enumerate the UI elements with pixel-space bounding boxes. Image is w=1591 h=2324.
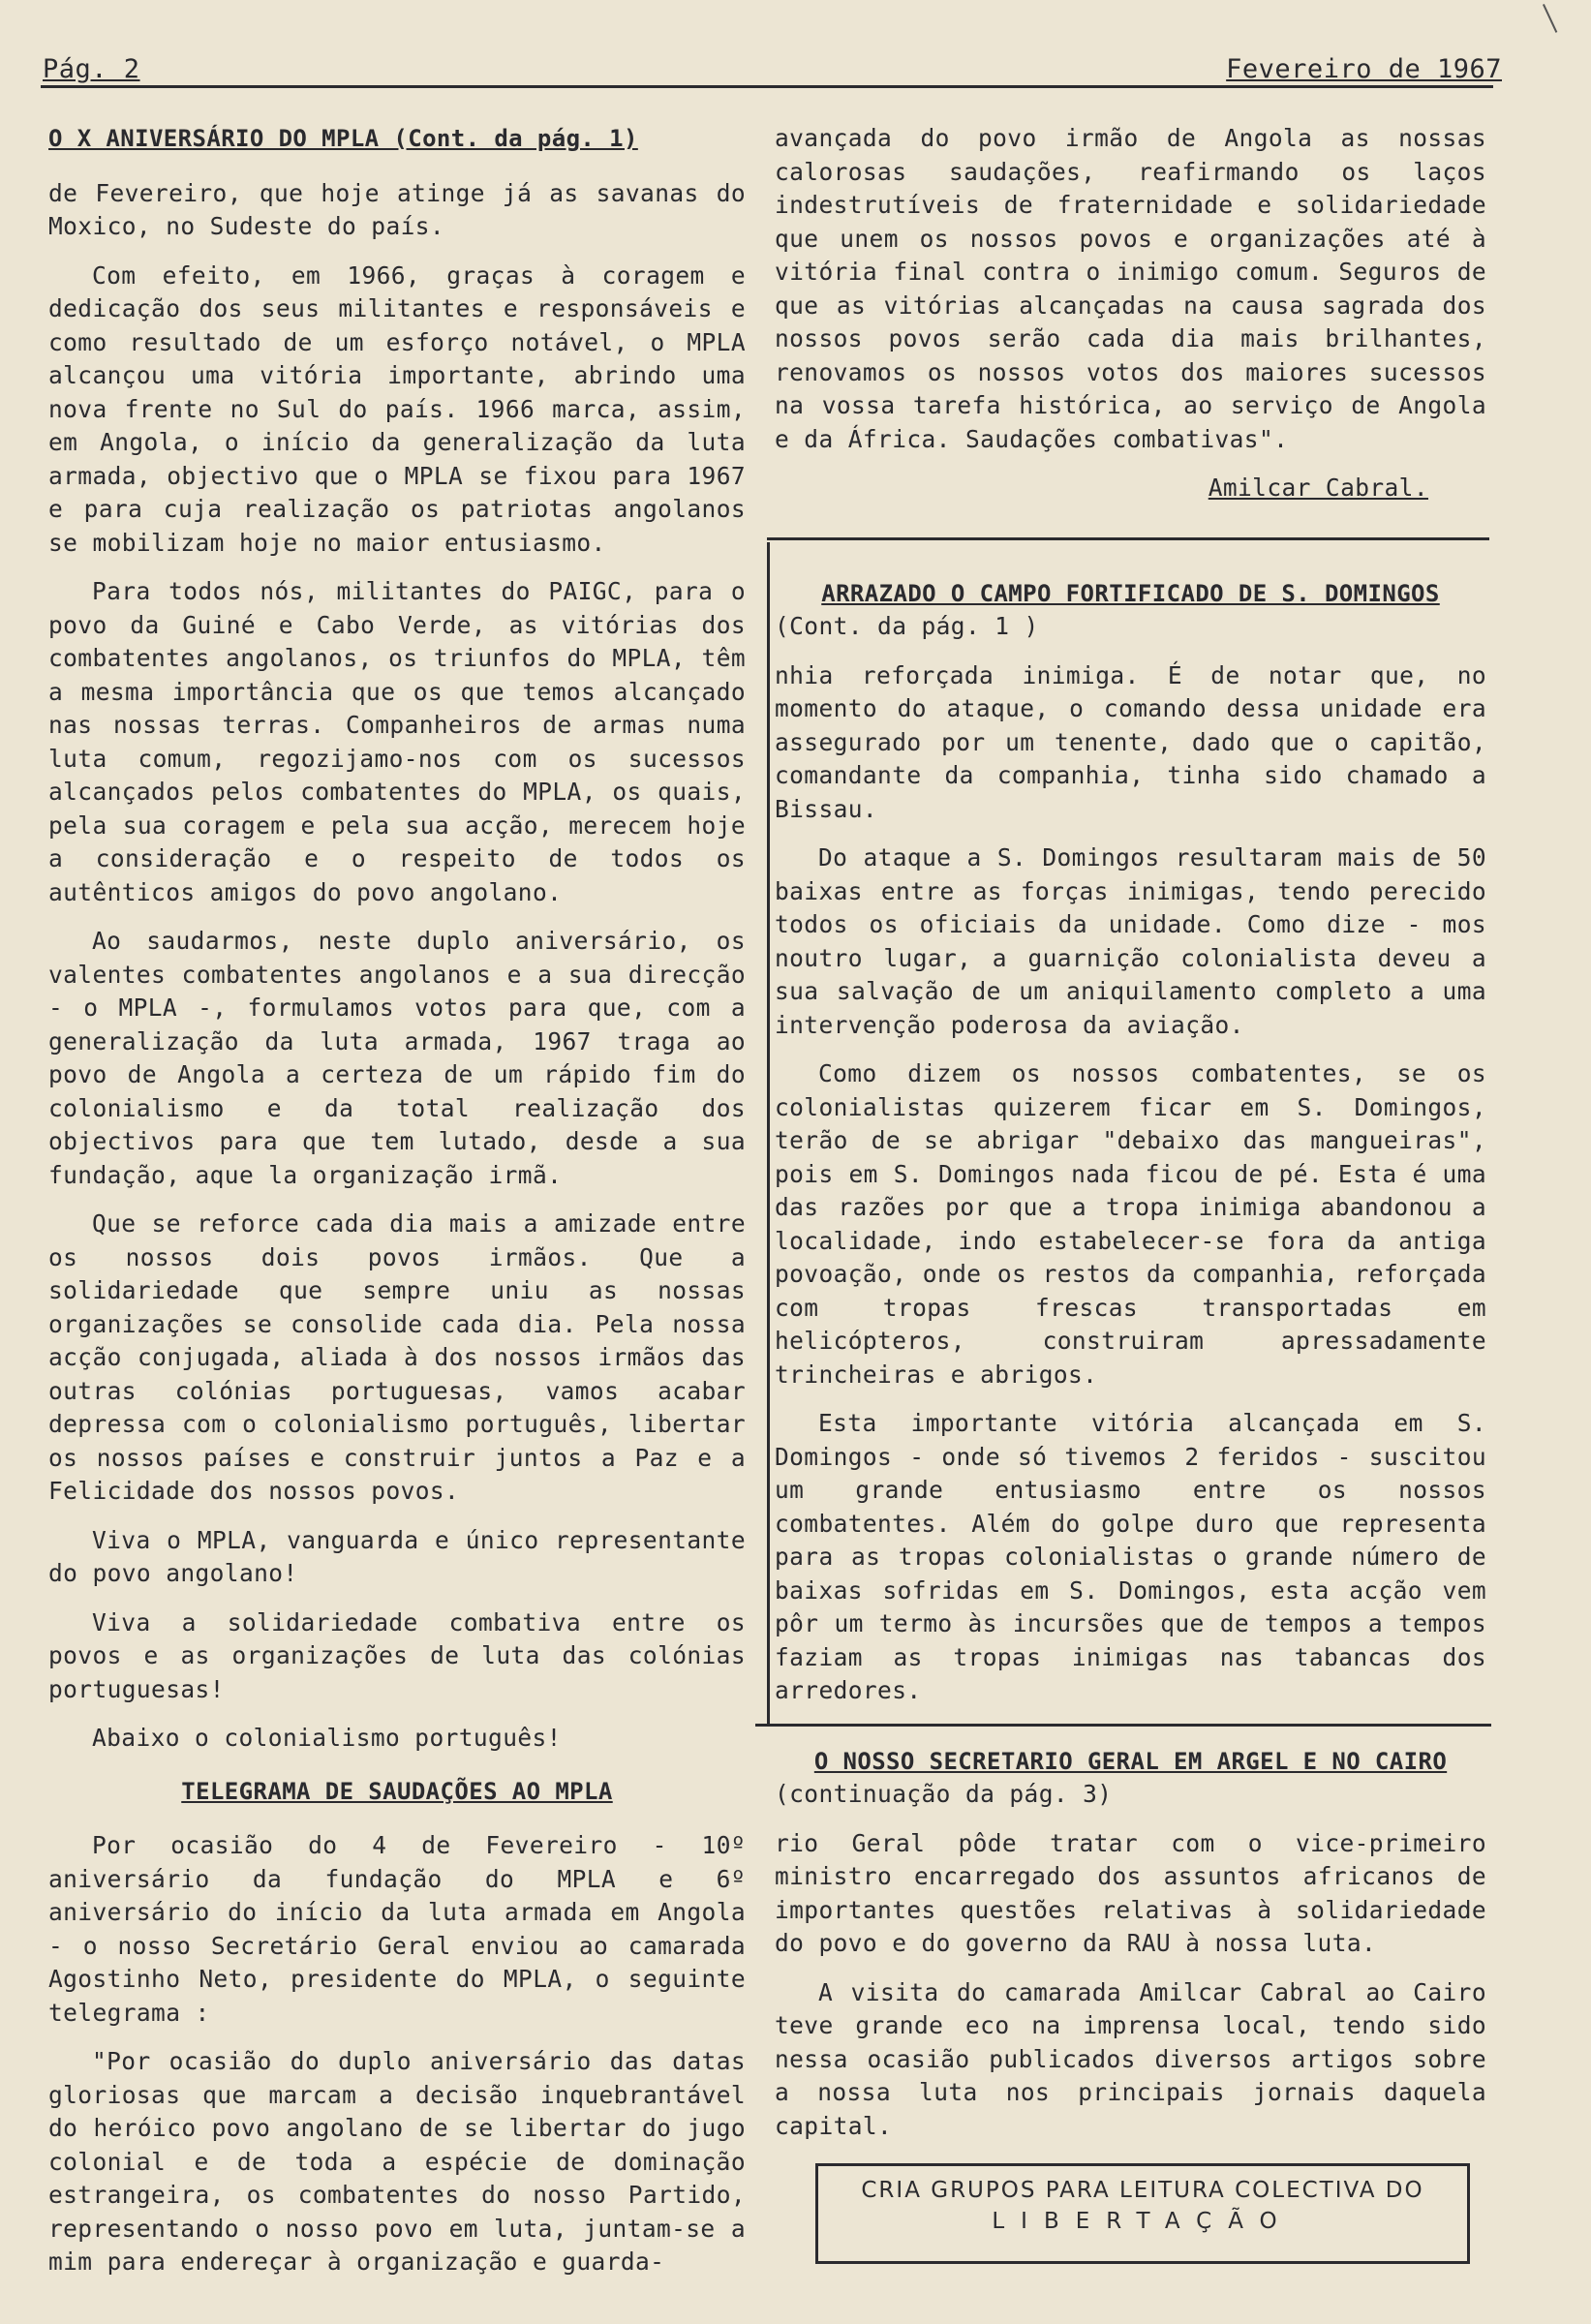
article-subtitle: (Cont. da pág. 1 ) <box>775 612 1039 640</box>
page-number: Pág. 2 <box>43 54 140 84</box>
promo-line: LIBERTAÇÃO <box>992 2209 1294 2234</box>
paragraph: Ao saudarmos, neste duplo aniversário, os valentes combatentes angolanos e a sua direcção - o MPLA -, formulamos votos para que, com a generalização da luta armada, 1967 traga ao povo de Angola a certeza de um rápido fim do colonialismo e da total realização dos objectivos para que tem lutado, desde a sua fundação, aque la organização irmã. <box>48 927 746 1189</box>
paragraph: Abaixo o colonialismo português! <box>92 1724 562 1752</box>
paragraph: Por ocasião do 4 de Fevereiro - 10º aniversário da fundação do MPLA e 6º aniversário do início da luta armada em Angola - o nosso Secretário Geral enviou ao camarada Agostinho Neto, presidente do MPLA, o seguinte telegrama : <box>48 1831 746 2027</box>
paragraph: de Fevereiro, que hoje atinge já as savanas do Moxico, no Sudeste do país. <box>48 178 746 240</box>
article-title-campo: ARRAZADO O CAMPO FORTIFICADO DE S. DOMINGOS <box>821 579 1440 607</box>
paragraph: Viva a solidariedade combativa entre os povos e as organizações de luta das colónias portuguesas! <box>48 1607 746 1703</box>
divider <box>767 542 770 1724</box>
divider <box>767 537 1489 540</box>
article-title-telegrama: TELEGRAMA DE SAUDAÇÕES AO MPLA <box>181 1777 613 1805</box>
left-column <box>48 122 746 2295</box>
paragraph: Para todos nós, militantes do PAIGC, para o povo da Guiné e Cabo Verde, as vitórias dos combatentes angolanos, os triunfos do MPLA, têm a mesma importância que os que temos alcançado nas nossas terras. Companheiros de armas numa luta comum, regozijamo-nos com os sucessos alcançados pelos combatentes do MPLA, os quais, pela sua coragem e pela sua acção, merecem hoje a consideração e o respeito de todos os autênticos amigos do povo angolano. <box>48 577 746 906</box>
paragraph: rio Geral pôde tratar com o vice-primeiro ministro encarregado dos assuntos africanos de importantes questões relativas à solidariedade do povo e do governo da RAU à nossa luta. <box>775 1828 1486 1957</box>
article-title-secretario: O NOSSO SECRETARIO GERAL EM ARGEL E NO CAIRO <box>813 1747 1448 1775</box>
paragraph: avançada do povo irmão de Angola as nossas calorosas saudações, reafirmando os laços indestrutíveis de fraternidade e solidariedade que unem os nossos povos e organizações até à vitória final contra o inimigo comum. Seguros de que as vitórias alcançadas na causa sagrada dos nossos povos serão cada dia mais brilhantes, renovamos os nossos votos dos maiores sucessos na vossa tarefa histórica, ao serviço de Angola e da África. Saudações combativas". <box>775 124 1486 453</box>
paragraph: A visita do camarada Amilcar Cabral ao Cairo teve grande eco na imprensa local, tendo sido nessa ocasião publicados diversos artigos sobre a nossa luta nos principais jornais daquela capital. <box>775 1977 1486 2140</box>
paragraph: Do ataque a S. Domingos resultaram mais de 50 baixas entre as forças inimigas, tendo perecido todos os oficiais da unidade. Como dize - mos noutro lugar, a guarnição colonialista deveu a sua salvação de um aniquilamento completo a uma intervenção poderosa da aviação. <box>775 843 1486 1039</box>
divider <box>755 1724 1491 1727</box>
article-title-mpla: O X ANIVERSÁRIO DO MPLA (Cont. da pág. 1) <box>48 125 638 152</box>
paragraph: Que se reforce cada dia mais a amizade entre os nossos dois povos irmãos. Que a solidariedade que sempre uniu as nossas organizações se consolide cada dia. Pela nossa acção conjugada, aliada à dos nossos irmãos das outras colónias portuguesas, vamos acabar depressa com o colonialismo português, libertar os nossos países e construir juntos a Paz e a Felicidade dos nossos povos. <box>48 1209 746 1505</box>
article-subtitle: (continuação da pág. 3) <box>775 1780 1113 1808</box>
header-rule <box>41 85 1493 88</box>
right-column <box>775 122 1486 2158</box>
paragraph: "Por ocasião do duplo aniversário das datas gloriosas que marcam a decisão inquebrantável do heróico povo angolano de se libertar do jugo colonial e de toda a espécie de dominação estrangeira, os combatentes do nosso Partido, representando o nosso povo em luta, juntam-se a mim para endereçar à organização e guarda- <box>48 2047 746 2276</box>
staple-mark <box>1543 0 1570 33</box>
signature: Amilcar Cabral. <box>1208 474 1428 502</box>
paragraph: Viva o MPLA, vanguarda e único representante do povo angolano! <box>48 1525 746 1587</box>
paragraph: Com efeito, em 1966, graças à coragem e dedicação dos seus militantes e responsáveis e como resultado de um esforço notável, o MPLA alcançou uma vitória importante, abrindo uma nova frente no Sul do país. 1966 marca, assim, em Angola, o início da generalização da luta armada, objectivo que o MPLA se fixou para 1967 e para cuja realização os patriotas angolanos se mobilizam hoje no maior entusiasmo. <box>48 260 746 557</box>
paragraph: nhia reforçada inimiga. É de notar que, no momento do ataque, o comando dessa unidade era assegurado por um tenente, dado que o capitão, comandante da companhia, tinha sido chamado a Bissau. <box>775 660 1486 823</box>
promo-line: CRIA GRUPOS PARA LEITURA COLECTIVA DO <box>861 2178 1424 2203</box>
paragraph: Esta importante vitória alcançada em S. Domingos - onde só tivemos 2 feridos - suscitou um grande entusiasmo entre os nossos combatentes. Além do golpe duro que representa para as tropas colonialistas o grande número de baixas sofridas em S. Domingos, esta acção vem pôr um termo às incursões que de tempos a tempos faziam as tropas inimigas nas tabancas dos arredores. <box>775 1409 1486 1704</box>
paragraph: Como dizem os nossos combatentes, se os colonialistas quizerem ficar em S. Domingos, terão de se abrigar "debaixo das mangueiras", pois em S. Domingos nada ficou de pé. Esta é uma das razões por que a tropa inimiga abandonou a localidade, indo estabelecer-se fora da antiga povoação, onde os restos da companhia, reforçada com tropas frescas transportadas em helicópteros, construiram apressadamente trincheiras e abrigos. <box>775 1059 1486 1389</box>
issue-date: Fevereiro de 1967 <box>1226 54 1502 84</box>
promo-box <box>815 2163 1470 2264</box>
